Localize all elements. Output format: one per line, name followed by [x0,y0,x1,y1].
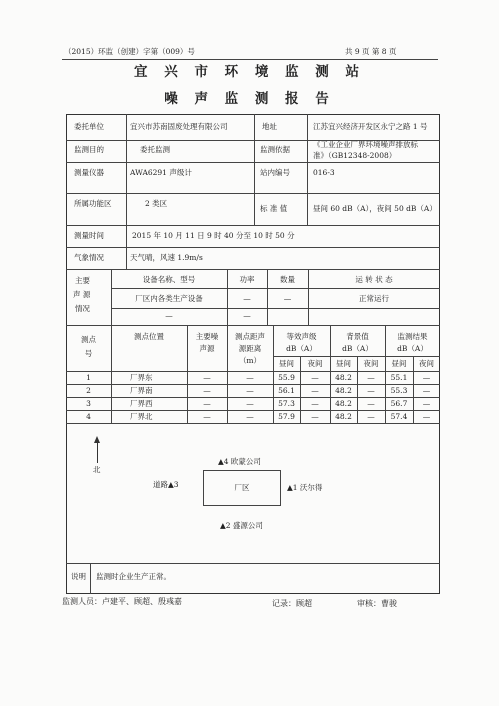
result-night-header: 夜间 [419,359,434,368]
row-res-night: — [422,373,431,382]
row-eq-day: 57.9 [278,412,295,421]
point-no-header-1: 测点 [81,335,96,344]
report-title: 噪 声 监 测 报 告 [164,91,335,107]
row-location: 厂界北 [130,412,153,421]
row-point-no: 2 [86,386,91,395]
zone-value: 2 类区 [145,199,168,208]
row-rule [66,397,440,398]
main-noise-header-2: 声源 [199,344,215,353]
recorder: 记录：顾超 [272,599,312,608]
point-no-header-2: 号 [84,349,93,358]
source-col-qty: 数量 [280,275,295,284]
map-point-4: ▲4 欧蒙公司 [218,457,261,466]
weather-label: 气象情况 [74,253,104,262]
weather-value: 天气晴，风速 1.9m/s [130,253,203,262]
row-eq-night: — [311,373,319,382]
row-point-no: 1 [86,373,91,382]
source-row-rule [111,308,440,309]
time-label: 测量时间 [74,231,104,240]
row-distance: — [246,399,254,408]
north-label: 北 [93,465,101,474]
source-header-rule [111,288,440,289]
row-source: — [203,386,211,395]
location-header: 测点位置 [134,332,164,341]
station-title: 宜 兴 市 环 境 监 测 站 [134,64,365,80]
row-bg-day: 48.2 [335,386,352,395]
source-col-power: 功率 [239,275,255,284]
result-header-2: dB（A） [397,344,428,353]
note-value: 监测时企业生产正常。 [96,572,171,581]
row-bg-night: — [367,386,375,395]
col-rule [307,114,308,225]
source-col-status: 运 转 状 态 [355,275,393,284]
main-noise-header-1: 主要噪 [195,332,219,341]
row-eq-night: — [311,386,319,395]
background-night-header: 夜间 [363,359,379,368]
row-eq-day: 57.3 [278,399,295,408]
code-label: 站内编号 [260,168,290,177]
row-eq-night: — [311,412,319,421]
basis-label: 监测依据 [260,145,290,154]
monitors: 监测人员：卢建平、顾超、殷彧嘉 [62,597,182,606]
document-number: （2015）环监（创建）字第（009）号 [64,47,195,56]
row-eq-night: — [311,399,319,408]
row-bg-day: 48.2 [335,373,352,382]
row-distance: — [246,386,254,395]
row-rule [66,247,440,248]
row-point-no: 3 [86,399,91,408]
north-arrow-shaft [97,442,98,463]
row-bg-night: — [367,373,375,382]
row-rule [66,384,440,385]
row-rule [66,371,440,372]
equiv-day-header: 昼间 [279,359,294,368]
row-location: 厂界南 [130,386,153,395]
col-rule [90,563,91,594]
row-rule [66,563,440,564]
reviewer: 审核：曹骏 [357,599,397,608]
row-source: — [203,412,211,421]
row-res-night: — [422,399,431,408]
header-rule [62,59,438,60]
source-empty-power: — [243,311,251,320]
row-rule [66,325,440,326]
row-res-day: 57.4 [390,412,408,421]
basis-value-line1: 《工业企业厂界环境噪声排放标 [313,140,418,149]
row-res-day: 55.3 [390,386,408,395]
purpose-value: 委托监测 [140,145,170,154]
background-header-1: 背景值 [346,332,369,341]
source-label-line2: 声 源 [73,290,91,299]
row-source: — [203,373,211,382]
result-day-header: 昼间 [391,359,407,368]
result-header-1: 监测结果 [397,332,428,341]
map-point-1: ▲1 沃尔得 [287,483,323,492]
row-res-night: — [422,412,431,421]
source-device: 厂区内各类生产设备 [135,294,203,303]
row-res-night: — [422,386,431,395]
source-label-line1: 主要 [75,276,90,285]
map-point-3: 道路▲3 [153,480,179,489]
client-label: 委托单位 [74,122,104,131]
row-source: — [203,399,211,408]
row-res-day: 55.1 [390,373,408,382]
row-bg-day: 48.2 [335,412,352,421]
col-rule [126,114,127,225]
distance-header-2: 源距离 [238,344,262,353]
row-rule [66,269,440,270]
background-header-2: dB（A） [342,344,373,353]
source-col-device: 设备名称、型号 [142,275,196,284]
source-power: — [243,294,251,303]
instrument-value: AWA6291 声级计 [130,168,192,177]
equiv-header-2: dB（A） [286,344,317,353]
time-value: 2015 年 10 月 11 日 9 时 40 分至 10 时 50 分 [132,231,295,240]
row-distance: — [246,412,254,421]
map-point-2: ▲2 盛源公司 [220,521,263,530]
row-rule [66,225,440,226]
distance-header-3: （m） [238,356,262,365]
page-indicator: 共 9 页 第 8 页 [345,47,397,56]
row-location: 厂界东 [130,373,153,382]
client-value: 宜兴市苏南固废处理有限公司 [130,122,228,131]
factory-label: 厂区 [234,483,250,492]
address-label: 地址 [262,122,277,131]
col-rule [126,225,127,269]
row-eq-day: 56.1 [278,386,295,395]
basis-value-line2: 准》（GB12348-2008） [313,151,397,160]
row-point-no: 4 [86,412,91,421]
code-value: 016-3 [313,168,335,177]
row-eq-day: 55.9 [278,373,295,382]
source-empty-device: — [165,311,173,320]
source-status: 正常运行 [359,294,389,303]
purpose-label: 监测目的 [74,145,104,154]
equiv-header-1: 等效声级 [286,332,317,341]
standard-value: 昼间 60 dB（A），夜间 50 dB（A） [313,204,437,213]
note-label: 说明 [71,572,86,581]
row-bg-day: 48.2 [335,399,352,408]
background-day-header: 昼间 [336,359,351,368]
instrument-label: 测量仪器 [74,168,104,177]
row-rule [66,423,440,424]
zone-label: 所属功能区 [74,199,112,208]
equiv-night-header: 夜间 [307,359,323,368]
standard-label: 标 准 值 [260,204,288,213]
row-bg-night: — [367,412,375,421]
distance-header-1: 测点距声 [235,332,265,341]
row-location: 厂界西 [130,399,153,408]
row-distance: — [246,373,254,382]
row-rule [66,410,440,411]
row-res-day: 56.7 [390,399,408,408]
col-rule [254,114,255,225]
row-rule [66,162,440,163]
row-bg-night: — [367,399,375,408]
row-rule [66,193,440,194]
address-value: 江苏宜兴经济开发区永宁之路 1 号 [313,122,428,131]
source-qty: — [283,294,292,303]
source-label-line3: 情况 [75,304,90,313]
